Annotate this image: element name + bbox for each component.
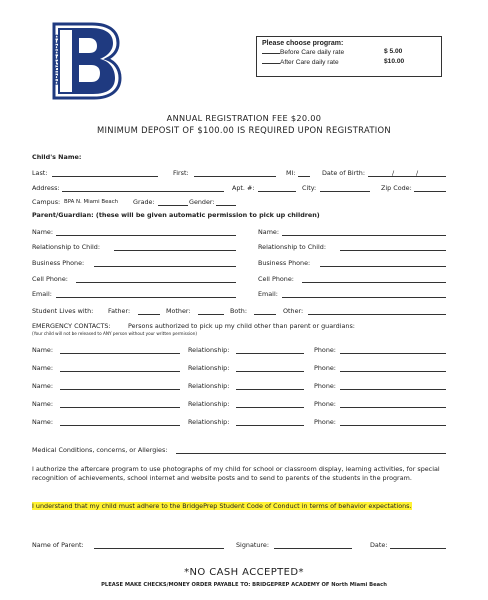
medical-label: Medical Conditions, concerns, or Allergies:: [32, 446, 168, 454]
emergency-name-label: Name:: [32, 364, 54, 372]
emergency-title: EMERGENCY CONTACTS:: [32, 322, 111, 330]
guardian1-business-phone-field[interactable]: [94, 266, 236, 267]
lives-with-label: Student Lives with:: [32, 307, 94, 315]
registration-fee-heading: ANNUAL REGISTRATION FEE $20.00: [166, 113, 322, 123]
last-name-label: Last:: [32, 169, 48, 177]
emergency-phone-field[interactable]: [340, 389, 446, 390]
zip-field[interactable]: [414, 191, 446, 192]
photo-authorization-text: I authorize the aftercare program to use photographs of my child for school or classroom display, learning activities, for special recognition of achievements, school internet and website posts and to send to parents of the students in the program.: [32, 465, 440, 483]
program-choice-box: [256, 36, 442, 77]
guardian1-cell-phone-field[interactable]: [76, 282, 236, 283]
mi-field[interactable]: [298, 176, 310, 177]
first-name-label: First:: [173, 169, 189, 177]
dob-field[interactable]: [368, 176, 446, 177]
emergency-relationship-field[interactable]: [236, 353, 304, 354]
gender-field[interactable]: [216, 205, 236, 206]
grade-field[interactable]: [158, 205, 188, 206]
lives-other-field[interactable]: [308, 314, 446, 315]
emergency-relationship-field[interactable]: [236, 389, 304, 390]
bridgeprep-logo-icon: [52, 22, 122, 100]
emergency-name-label: Name:: [32, 400, 54, 408]
emergency-description: Persons authorized to pick up my child other than parent or guardians:: [128, 322, 355, 330]
dob-slash: /: [392, 169, 395, 177]
parent-name-label: Name of Parent:: [32, 541, 84, 549]
emergency-name-field[interactable]: [60, 407, 180, 408]
emergency-relationship-label: Relationship:: [188, 382, 230, 390]
first-name-field[interactable]: [194, 176, 276, 177]
guardian1-name-label: Name:: [32, 228, 54, 236]
emergency-phone-label: Phone:: [314, 400, 336, 408]
date-field[interactable]: [390, 548, 446, 549]
child-name-section: Child's Name:: [32, 153, 82, 161]
emergency-phone-label: Phone:: [314, 418, 336, 426]
emergency-phone-field[interactable]: [340, 407, 446, 408]
guardian2-cell-phone-field[interactable]: [302, 282, 446, 283]
emergency-name-label: Name:: [32, 382, 54, 390]
guardian2-name-field[interactable]: [282, 235, 446, 236]
lives-mother-field[interactable]: [198, 314, 224, 315]
program-title: Please choose program:: [262, 40, 344, 47]
lives-both-field[interactable]: [254, 314, 276, 315]
dob-slash: /: [416, 169, 419, 177]
emergency-relationship-label: Relationship:: [188, 346, 230, 354]
guardian1-name-field[interactable]: [56, 235, 236, 236]
city-field[interactable]: [320, 191, 370, 192]
program-check-blank[interactable]: [262, 58, 280, 64]
campus-value: BPA N. Miami Beach: [64, 199, 119, 205]
guardian2-name-label: Name:: [258, 228, 280, 236]
emergency-relationship-field[interactable]: [236, 371, 304, 372]
parent-name-field[interactable]: [94, 548, 224, 549]
program-option-before-care[interactable]: Before Care daily rate $ 5.00: [262, 48, 436, 57]
conduct-statement: [32, 502, 452, 511]
guardian-section: Parent/Guardian: (these will be given automatic permission to pick up children): [32, 211, 320, 219]
program-option-after-care[interactable]: After Care daily rate $10.00: [262, 58, 436, 67]
guardian2-relationship-label: Relationship to Child:: [258, 243, 326, 251]
city-label: City:: [302, 184, 317, 192]
guardian2-relationship-field[interactable]: [340, 250, 446, 251]
emergency-note: (Your child will not be released to ANY person without your written permission): [32, 331, 198, 336]
guardian2-business-phone-label: Business Phone:: [258, 259, 311, 267]
gender-label: Gender:: [189, 198, 215, 206]
dob-label: Date of Birth:: [322, 169, 365, 177]
zip-label: Zip Code:: [381, 184, 412, 192]
emergency-name-field[interactable]: [60, 371, 180, 372]
program-price: $ 5.00: [384, 48, 403, 55]
emergency-relationship-field[interactable]: [236, 425, 304, 426]
emergency-phone-label: Phone:: [314, 364, 336, 372]
guardian2-business-phone-field[interactable]: [320, 266, 446, 267]
emergency-name-field[interactable]: [60, 425, 180, 426]
emergency-phone-field[interactable]: [340, 353, 446, 354]
guardian1-relationship-label: Relationship to Child:: [32, 243, 100, 251]
emergency-relationship-field[interactable]: [236, 407, 304, 408]
guardian1-business-phone-label: Business Phone:: [32, 259, 85, 267]
mi-label: MI:: [286, 169, 296, 177]
guardian2-cell-phone-label: Cell Phone:: [258, 275, 294, 283]
emergency-name-field[interactable]: [60, 353, 180, 354]
no-cash-notice: *NO CASH ACCEPTED*: [184, 567, 304, 578]
emergency-relationship-label: Relationship:: [188, 418, 230, 426]
deposit-heading: MINIMUM DEPOSIT OF $100.00 IS REQUIRED UPON REGISTRATION: [97, 125, 391, 135]
emergency-relationship-label: Relationship:: [188, 400, 230, 408]
apt-label: Apt. #:: [232, 184, 255, 192]
guardian1-email-label: Email:: [32, 290, 52, 298]
grade-label: Grade:: [133, 198, 155, 206]
guardian2-email-field[interactable]: [282, 297, 446, 298]
payable-notice: PLEASE MAKE CHECKS/MONEY ORDER PAYABLE TO: BRIDGEPREP ACADEMY OF North Miami Beach: [101, 582, 387, 588]
emergency-phone-field[interactable]: [340, 425, 446, 426]
logo-side-text: BRIDGEPREP: [55, 33, 63, 86]
signature-field[interactable]: [274, 548, 352, 549]
lives-mother-label: Mother:: [166, 307, 191, 315]
medical-field[interactable]: [176, 453, 446, 454]
guardian1-email-field[interactable]: [56, 297, 236, 298]
emergency-name-label: Name:: [32, 418, 54, 426]
address-label: Address:: [32, 184, 60, 192]
bridgeprep-logo: [52, 22, 122, 100]
last-name-field[interactable]: [52, 176, 158, 177]
emergency-phone-field[interactable]: [340, 371, 446, 372]
emergency-relationship-label: Relationship:: [188, 364, 230, 372]
program-check-blank[interactable]: [262, 48, 280, 54]
signature-label: Signature:: [236, 541, 269, 549]
date-label: Date:: [370, 541, 388, 549]
address-field[interactable]: [62, 191, 224, 192]
emergency-phone-label: Phone:: [314, 382, 336, 390]
lives-both-label: Both:: [230, 307, 248, 315]
guardian1-cell-phone-label: Cell Phone:: [32, 275, 68, 283]
lives-other-label: Other:: [283, 307, 304, 315]
emergency-name-field[interactable]: [60, 389, 180, 390]
guardian2-email-label: Email:: [258, 290, 278, 298]
conduct-highlight: I understand that my child must adhere to the BridgePrep Student Code of Conduct in terms of behavior expectations.: [32, 502, 412, 510]
apt-field[interactable]: [258, 191, 296, 192]
campus-label: Campus:: [32, 198, 61, 206]
program-price: $10.00: [384, 58, 405, 65]
emergency-name-label: Name:: [32, 346, 54, 354]
guardian1-relationship-field[interactable]: [114, 250, 236, 251]
emergency-phone-label: Phone:: [314, 346, 336, 354]
lives-father-label: Father:: [108, 307, 131, 315]
lives-father-field[interactable]: [138, 314, 160, 315]
